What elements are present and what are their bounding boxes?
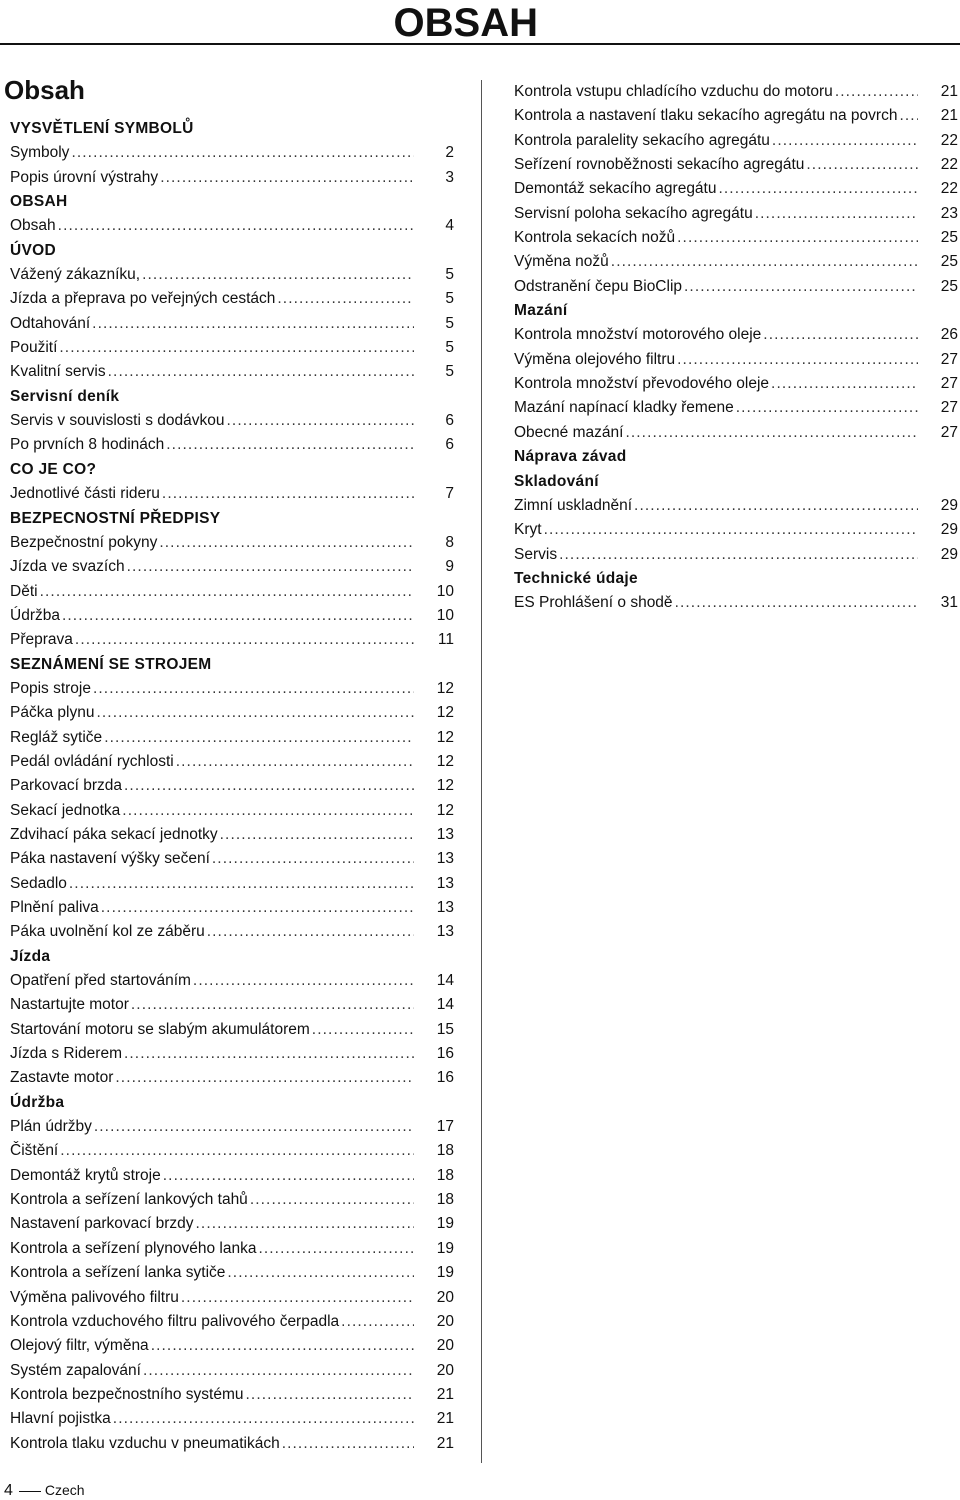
toc-page-number: 27	[940, 350, 958, 368]
toc-leader-dots	[246, 1383, 415, 1407]
toc-page-number: 27	[940, 375, 958, 393]
toc-entry-label: Sekací jednotka	[10, 801, 121, 819]
toc-heading-label: Technické údaje	[514, 569, 638, 587]
toc-leader-dots	[59, 336, 414, 360]
toc-leader-dots	[675, 591, 918, 615]
toc-leader-dots	[220, 823, 414, 847]
toc-left-column	[10, 117, 455, 1456]
toc-leader-dots	[96, 701, 414, 725]
page-footer	[4, 1481, 85, 1500]
toc-entry-label: Jízda s Riderem	[10, 1045, 122, 1063]
toc-entry-label: Použití	[10, 339, 58, 357]
toc-entry[interactable]	[10, 482, 454, 506]
toc-entry-label: Kontrola paralelity sekacího agregátu	[514, 131, 770, 149]
toc-entry-label: Páka uvolnění kol ze záběru	[10, 923, 205, 941]
toc-entry-label: Mazání napínací kladky řemene	[514, 399, 734, 417]
toc-entry-label: Kontrola sekacích nožů	[514, 229, 676, 247]
toc-entry[interactable]	[10, 847, 454, 871]
toc-entry[interactable]	[10, 1018, 454, 1042]
toc-page-number: 6	[445, 412, 454, 430]
toc-section-heading	[10, 239, 454, 263]
toc-entry-label: Seřízení rovnoběžnosti sekacího agregátu	[514, 156, 805, 174]
toc-entry[interactable]	[10, 1310, 454, 1334]
toc-entry-label: Pedál ovládání rychlosti	[10, 752, 174, 770]
toc-entry[interactable]	[10, 580, 454, 604]
toc-entry-label: Vážený zákazníku,	[10, 266, 141, 284]
toc-entry-label: Páčka plynu	[10, 704, 95, 722]
toc-entry-label: Kontrola a seřízení lankových tahů	[10, 1191, 248, 1209]
toc-entry-label: Jízda ve svazích	[10, 558, 125, 576]
toc-page-number: 13	[436, 923, 454, 941]
toc-page-number: 4	[445, 217, 454, 235]
toc-entry-label: Odtahování	[10, 314, 91, 332]
toc-section-heading	[514, 445, 958, 469]
toc-entry[interactable]	[514, 323, 958, 347]
toc-entry[interactable]	[10, 604, 454, 628]
toc-page-number: 25	[940, 229, 958, 247]
toc-leader-dots	[143, 1359, 414, 1383]
toc-leader-dots	[212, 847, 414, 871]
toc-entry[interactable]	[10, 1359, 454, 1383]
toc-entry[interactable]	[10, 336, 454, 360]
toc-entry[interactable]	[10, 774, 454, 798]
toc-entry-label: Zastavte motor	[10, 1069, 114, 1087]
toc-leader-dots	[559, 543, 918, 567]
toc-heading-label: Jízda	[10, 947, 51, 965]
toc-heading-label: Údržba	[10, 1093, 65, 1111]
toc-page-number: 26	[940, 326, 958, 344]
toc-page-number: 13	[436, 899, 454, 916]
toc-leader-dots	[250, 1188, 414, 1212]
toc-entry-label: Demontáž krytů stroje	[10, 1166, 161, 1184]
toc-section-heading	[10, 653, 454, 677]
toc-entry-label: Jízda a přeprava po veřejných cestách	[10, 290, 276, 308]
toc-leader-dots	[625, 421, 918, 445]
toc-entry[interactable]	[10, 409, 454, 433]
toc-heading-label: ÚVOD	[10, 241, 56, 259]
toc-leader-dots	[772, 129, 918, 153]
toc-heading-label: Mazání	[514, 302, 568, 320]
toc-entry-label: Výměna olejového filtru	[514, 350, 676, 368]
toc-page-number: 14	[436, 996, 454, 1014]
toc-heading-label: Servisní deník	[10, 387, 120, 405]
toc-entry[interactable]	[10, 872, 454, 896]
toc-leader-dots	[160, 166, 414, 190]
toc-entry[interactable]	[10, 312, 454, 336]
toc-entry-label: Páka nastavení výšky sečení	[10, 850, 210, 868]
toc-page-number: 27	[940, 423, 958, 441]
toc-leader-dots	[835, 80, 918, 104]
toc-entry[interactable]	[10, 896, 454, 920]
toc-entry-label: Popis stroje	[10, 679, 91, 697]
toc-leader-dots	[763, 323, 918, 347]
header-rule	[0, 43, 960, 45]
toc-right-column	[514, 80, 959, 616]
page-header-title: OBSAH	[393, 1, 538, 45]
toc-entry-label: Servis v souvislosti s dodávkou	[10, 412, 225, 430]
toc-leader-dots	[151, 1334, 414, 1358]
toc-entry[interactable]	[514, 250, 958, 274]
toc-page-number: 12	[436, 728, 454, 746]
toc-section-heading	[10, 458, 454, 482]
toc-entry[interactable]	[10, 1334, 454, 1358]
toc-entry-label: Výměna palivového filtru	[10, 1288, 179, 1306]
toc-leader-dots	[92, 312, 414, 336]
toc-page-number: 20	[436, 1361, 454, 1379]
toc-leader-dots	[94, 1115, 414, 1139]
toc-entry-label: Přeprava	[10, 631, 73, 649]
toc-leader-dots	[71, 141, 414, 165]
toc-leader-dots	[544, 518, 918, 542]
toc-leader-dots	[60, 1139, 414, 1163]
toc-entry-label: Plán údržby	[10, 1118, 92, 1136]
column-divider	[481, 80, 482, 1463]
toc-entry[interactable]	[514, 543, 958, 567]
toc-leader-dots	[227, 1261, 414, 1285]
toc-entry-label: ES Prohlášení o shodě	[514, 594, 673, 612]
toc-entry[interactable]	[10, 214, 454, 238]
toc-leader-dots	[122, 799, 414, 823]
toc-page-number: 29	[940, 545, 958, 563]
toc-entry-label: Kontrola vzduchového filtru palivového čerpadla	[10, 1312, 340, 1330]
toc-leader-dots	[718, 177, 918, 201]
toc-entry[interactable]	[514, 153, 958, 177]
toc-page-number: 18	[436, 1166, 454, 1184]
toc-entry[interactable]	[10, 993, 454, 1017]
toc-entry[interactable]	[514, 396, 958, 420]
toc-page-number: 29	[940, 496, 958, 514]
toc-leader-dots	[62, 604, 414, 628]
toc-page-number: 5	[445, 339, 454, 357]
toc-section-heading	[10, 945, 454, 969]
toc-entry-label: Servisní poloha sekacího agregátu	[514, 204, 753, 222]
toc-page-number: 18	[436, 1191, 454, 1209]
toc-entry[interactable]	[10, 1432, 454, 1456]
toc-leader-dots	[277, 287, 414, 311]
toc-entry[interactable]	[10, 166, 454, 190]
toc-entry-label: Zdvihací páka sekací jednotky	[10, 825, 218, 843]
toc-entry-label: Odstranění čepu BioClip	[514, 277, 683, 295]
toc-page-number: 12	[436, 752, 454, 770]
toc-entry[interactable]	[10, 920, 454, 944]
toc-page-number: 31	[940, 594, 958, 612]
toc-entry-label: Opatření před startováním	[10, 972, 191, 990]
toc-leader-dots	[771, 372, 918, 396]
toc-entry[interactable]	[10, 287, 454, 311]
toc-entry-label: Kontrola množství převodového oleje	[514, 375, 770, 393]
toc-page-number: 14	[436, 972, 454, 990]
toc-page-number: 18	[436, 1142, 454, 1160]
toc-page-number: 15	[436, 1020, 454, 1038]
toc-entry[interactable]	[10, 555, 454, 579]
toc-page-number: 5	[445, 266, 454, 284]
toc-entry[interactable]	[514, 129, 958, 153]
toc-page-number: 12	[436, 777, 454, 795]
toc-entry-label: Symboly	[10, 144, 70, 162]
toc-entry-label: Demontáž sekacího agregátu	[514, 180, 717, 198]
toc-section-heading	[514, 299, 958, 323]
toc-entry[interactable]	[514, 494, 958, 518]
toc-leader-dots	[162, 482, 414, 506]
toc-section-heading	[10, 1091, 454, 1115]
toc-entry-label: Kontrola tlaku vzduchu v pneumatikách	[10, 1434, 280, 1452]
toc-leader-dots	[899, 104, 918, 128]
toc-entry-label: Zimní uskladnění	[514, 496, 633, 514]
toc-entry[interactable]	[514, 202, 958, 226]
toc-page-number: 2	[445, 144, 454, 162]
toc-page-number: 6	[445, 436, 454, 454]
toc-page-number: 20	[436, 1312, 454, 1330]
toc-entry-label: Kontrola bezpečnostního systému	[10, 1385, 244, 1403]
toc-entry-label: Po prvních 8 hodinách	[10, 436, 165, 454]
toc-entry[interactable]	[514, 518, 958, 542]
toc-entry[interactable]	[10, 1042, 454, 1066]
toc-entry-label: Sedadlo	[10, 874, 67, 892]
toc-entry[interactable]	[10, 677, 454, 701]
toc-entry[interactable]	[10, 1164, 454, 1188]
toc-entry[interactable]	[10, 1383, 454, 1407]
toc-page-number: 9	[445, 558, 454, 576]
toc-heading-label: Skladování	[514, 472, 599, 490]
toc-entry[interactable]	[10, 433, 454, 457]
toc-entry[interactable]	[10, 799, 454, 823]
footer-page-number: 4	[4, 1482, 13, 1499]
toc-page-number: 22	[940, 180, 958, 198]
toc-leader-dots	[736, 396, 918, 420]
toc-entry-label: Startování motoru se slabým akumulátorem	[10, 1020, 310, 1038]
toc-page-number: 29	[940, 521, 958, 539]
toc-entry[interactable]	[10, 1212, 454, 1236]
toc-page-number: 5	[445, 290, 454, 308]
toc-entry-label: Kontrola vstupu chladícího vzduchu do motoru	[514, 83, 833, 100]
toc-leader-dots	[806, 153, 918, 177]
toc-page-number: 7	[445, 485, 454, 503]
toc-entry[interactable]	[10, 360, 454, 384]
toc-page-number: 12	[436, 704, 454, 722]
toc-entry-label: Obecné mazání	[514, 423, 624, 441]
toc-leader-dots	[227, 409, 414, 433]
toc-entry-label: Jednotlivé části rideru	[10, 485, 160, 503]
toc-entry-label: Systém zapalování	[10, 1361, 141, 1379]
toc-entry-label: Údržba	[10, 606, 60, 624]
toc-page-number: 16	[436, 1069, 454, 1087]
toc-page-number: 21	[940, 83, 958, 100]
toc-leader-dots	[166, 433, 414, 457]
toc-entry-label: Kryt	[514, 521, 542, 539]
toc-page-number: 21	[436, 1434, 454, 1452]
toc-page-number: 19	[436, 1264, 454, 1282]
toc-page-number: 17	[436, 1118, 454, 1136]
toc-leader-dots	[124, 1042, 414, 1066]
toc-heading-label: SEZNÁMENÍ SE STROJEM	[10, 655, 212, 673]
toc-page-number: 10	[436, 582, 454, 600]
toc-entry[interactable]	[10, 531, 454, 555]
toc-page-number: 12	[436, 801, 454, 819]
toc-entry[interactable]	[10, 823, 454, 847]
toc-entry[interactable]	[514, 372, 958, 396]
toc-entry[interactable]	[10, 750, 454, 774]
toc-page-number: 5	[445, 363, 454, 381]
toc-page-number: 5	[445, 314, 454, 332]
toc-entry[interactable]	[10, 263, 454, 287]
toc-entry[interactable]	[10, 1139, 454, 1163]
toc-leader-dots	[101, 896, 414, 920]
toc-leader-dots	[131, 993, 414, 1017]
toc-entry[interactable]	[514, 226, 958, 250]
toc-leader-dots	[104, 726, 414, 750]
toc-leader-dots	[176, 750, 414, 774]
footer-dash	[19, 1491, 41, 1492]
toc-entry[interactable]	[10, 1188, 454, 1212]
toc-entry-label: Plnění paliva	[10, 899, 99, 916]
toc-leader-dots	[93, 677, 414, 701]
toc-entry[interactable]	[514, 421, 958, 445]
toc-entry[interactable]	[514, 80, 958, 104]
toc-entry-label: Kontrola a nastavení tlaku sekacího agregátu na povrch	[514, 107, 898, 125]
toc-entry-label: Kontrola množství motorového oleje	[514, 326, 762, 344]
toc-page-number: 20	[436, 1288, 454, 1306]
toc-leader-dots	[40, 580, 414, 604]
toc-leader-dots	[684, 275, 918, 299]
toc-page-number: 22	[940, 156, 958, 174]
toc-leader-dots	[755, 202, 918, 226]
toc-entry[interactable]	[10, 726, 454, 750]
toc-entry[interactable]	[10, 701, 454, 725]
toc-entry-label: Parkovací brzda	[10, 777, 122, 795]
toc-entry[interactable]	[10, 1237, 454, 1261]
toc-page-number: 21	[436, 1385, 454, 1403]
toc-heading-label: BEZPECNOSTNÍ PŘEDPISY	[10, 509, 221, 527]
toc-leader-dots	[341, 1310, 414, 1334]
toc-leader-dots	[159, 531, 414, 555]
toc-page-number: 22	[940, 131, 958, 149]
toc-section-heading	[514, 470, 958, 494]
toc-page-number: 25	[940, 277, 958, 295]
toc-leader-dots	[193, 969, 414, 993]
toc-leader-dots	[312, 1018, 414, 1042]
page-heading: Obsah	[4, 75, 85, 105]
toc-entry-label: Nastartujte motor	[10, 996, 129, 1014]
toc-entry[interactable]	[10, 1115, 454, 1139]
toc-page-number: 13	[436, 874, 454, 892]
toc-section-heading	[10, 385, 454, 409]
toc-leader-dots	[611, 250, 918, 274]
toc-leader-dots	[115, 1066, 414, 1090]
toc-entry-label: Popis úrovní výstrahy	[10, 168, 159, 186]
toc-entry-label: Olejový filtr, výměna	[10, 1337, 149, 1355]
toc-entry-label: Nastavení parkovací brzdy	[10, 1215, 194, 1233]
toc-entry[interactable]	[514, 275, 958, 299]
toc-leader-dots	[108, 360, 414, 384]
toc-leader-dots	[127, 555, 414, 579]
toc-section-heading	[10, 117, 454, 141]
toc-entry[interactable]	[10, 1407, 454, 1431]
toc-section-heading	[514, 567, 958, 591]
toc-entry-label: Děti	[10, 582, 38, 600]
toc-entry[interactable]	[10, 1261, 454, 1285]
toc-page-number: 12	[436, 679, 454, 697]
toc-entry[interactable]	[514, 104, 958, 128]
toc-entry-label: Kvalitní servis	[10, 363, 106, 381]
toc-heading-label: CO JE CO?	[10, 460, 97, 478]
toc-page-number: 19	[436, 1239, 454, 1257]
toc-page-number: 16	[436, 1045, 454, 1063]
toc-heading-label: VYSVĚTLENÍ SYMBOLŮ	[10, 120, 194, 137]
toc-heading-label: OBSAH	[10, 193, 68, 211]
toc-page-number: 20	[436, 1337, 454, 1355]
toc-section-heading	[10, 507, 454, 531]
toc-leader-dots	[75, 628, 414, 652]
toc-leader-dots	[677, 348, 918, 372]
toc-leader-dots	[677, 226, 918, 250]
toc-page-number: 19	[436, 1215, 454, 1233]
toc-entry[interactable]	[514, 348, 958, 372]
toc-leader-dots	[58, 214, 414, 238]
toc-entry[interactable]	[10, 969, 454, 993]
toc-page-number: 23	[940, 204, 958, 222]
toc-entry-label: Servis	[514, 545, 558, 563]
toc-leader-dots	[163, 1164, 414, 1188]
toc-leader-dots	[181, 1286, 414, 1310]
toc-page-number: 25	[940, 253, 958, 271]
toc-entry[interactable]	[10, 1286, 454, 1310]
toc-page-number: 11	[437, 631, 454, 649]
toc-entry-label: Čištění	[10, 1142, 59, 1160]
toc-entry-label: Hlavní pojistka	[10, 1410, 111, 1428]
toc-section-heading	[10, 190, 454, 214]
toc-page-number: 8	[445, 533, 454, 551]
footer-language: Czech	[44, 1482, 85, 1498]
toc-leader-dots	[69, 872, 414, 896]
toc-leader-dots	[207, 920, 414, 944]
toc-entry[interactable]	[10, 1066, 454, 1090]
toc-page-number: 13	[436, 825, 454, 843]
toc-entry-label: Regláž sytiče	[10, 728, 103, 746]
toc-leader-dots	[196, 1212, 414, 1236]
toc-page-number: 10	[436, 606, 454, 624]
toc-page-number: 21	[940, 107, 958, 125]
toc-entry-label: Kontrola a seřízení plynového lanka	[10, 1239, 257, 1257]
toc-entry[interactable]	[10, 141, 454, 165]
toc-heading-label: Náprava závad	[514, 448, 627, 466]
toc-entry-label: Bezpečnostní pokyny	[10, 533, 158, 551]
toc-leader-dots	[113, 1407, 414, 1431]
toc-entry-label: Kontrola a seřízení lanka sytiče	[10, 1264, 226, 1282]
toc-leader-dots	[282, 1432, 414, 1456]
toc-leader-dots	[124, 774, 414, 798]
toc-leader-dots	[142, 263, 414, 287]
toc-page-number: 27	[940, 399, 958, 417]
toc-page-number: 21	[436, 1410, 454, 1428]
toc-entry[interactable]	[10, 628, 454, 652]
toc-entry[interactable]	[514, 591, 958, 615]
toc-leader-dots	[634, 494, 918, 518]
toc-entry-label: Výměna nožů	[514, 253, 609, 271]
toc-leader-dots	[258, 1237, 414, 1261]
toc-entry[interactable]	[514, 177, 958, 201]
toc-page-number: 13	[436, 850, 454, 868]
toc-entry-label: Obsah	[10, 217, 56, 235]
toc-page-number: 3	[445, 168, 454, 186]
